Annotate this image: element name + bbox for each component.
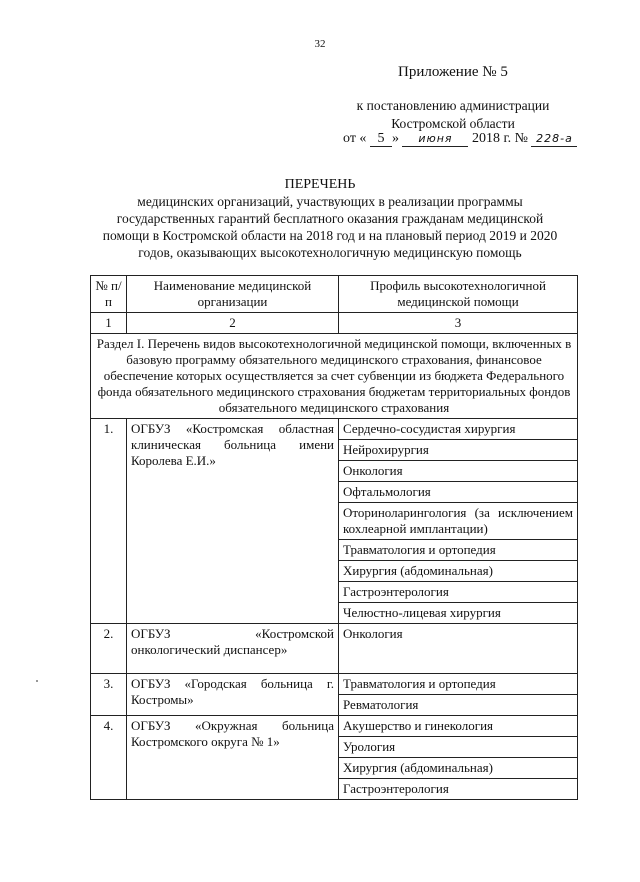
profile-cell: Оториноларингология (за исключением кохлеарной имплантации) <box>339 503 578 540</box>
profile-cell: Гастроэнтерология <box>339 582 578 603</box>
profile-cell: Хирургия (абдоминальная) <box>339 758 578 779</box>
header-org: Наименование медицинской организации <box>127 276 339 313</box>
header-num: № п/п <box>91 276 127 313</box>
col-number-2: 2 <box>127 313 339 334</box>
profile-cell: Ревматология <box>339 695 578 716</box>
col-number-3: 3 <box>339 313 578 334</box>
organization-name: ОГБУЗ «Окружная больница Костромского округа № 1» <box>127 716 339 800</box>
organization-name: ОГБУЗ «Костромской онкологический диспансер» <box>127 624 339 674</box>
profile-cell: Нейрохирургия <box>339 440 578 461</box>
page-number: 32 <box>314 38 326 50</box>
table-row <box>91 419 578 440</box>
organizations-table <box>90 275 578 800</box>
document-subtitle: медицинских организаций, участвующих в реализации программы государственных гарантий бесплатного оказания гражданам медицинской помощи в Костромской области на 2018 год и на плановый период 2019 и 2020 годов, оказывающих высокотехнологичную медицинскую помощь <box>102 194 558 260</box>
decree-line-2: Костромской области <box>391 116 515 131</box>
decree-line-1: к постановлению администрации <box>356 98 550 113</box>
row-number: 2. <box>91 624 127 674</box>
profile-cell: Сердечно-сосудистая хирургия <box>339 419 578 440</box>
appendix-label: Приложение № 5 <box>398 64 508 80</box>
profile-cell: Гастроэнтерология <box>339 779 578 800</box>
table-row <box>91 624 578 674</box>
profile-cell: Акушерство и гинекология <box>339 716 578 737</box>
column-numbers-row <box>91 313 578 334</box>
row-number: 3. <box>91 674 127 716</box>
profile-cell: Онкология <box>339 624 578 674</box>
profile-cell: Онкология <box>339 461 578 482</box>
profile-cell: Хирургия (абдоминальная) <box>339 561 578 582</box>
date-month: июня <box>402 132 468 147</box>
decree-reference <box>348 97 558 133</box>
decree-number: 228-а <box>531 132 577 147</box>
profile-cell: Урология <box>339 737 578 758</box>
profile-cell: Травматология и ортопедия <box>339 540 578 561</box>
table-header-row <box>91 276 578 313</box>
header-profile: Профиль высокотехнологичной медицинской помощи <box>339 276 578 313</box>
date-year: 2018 г. № <box>471 131 528 146</box>
row-number: 4. <box>91 716 127 800</box>
document-title: ПЕРЕЧЕНЬ <box>284 177 356 192</box>
date-day: 5 <box>370 132 392 147</box>
section-title: Раздел I. Перечень видов высокотехнологичной медицинской помощи, включенных в базовую программу обязательного медицинского страхования, финансовое обеспечение которых осуществляется за счет субвенции из бюджета Федерального фонда обязательного медицинского страхования бюджетам территориальных фондов обязательного медицинского страхования <box>91 334 578 419</box>
organization-name: ОГБУЗ «Городская больница г. Костромы» <box>127 674 339 716</box>
profile-cell: Травматология и ортопедия <box>339 674 578 695</box>
table-row <box>91 674 578 695</box>
date-mid: » <box>391 131 399 146</box>
date-prefix: от « <box>343 131 367 146</box>
col-number-1: 1 <box>91 313 127 334</box>
profile-cell: Челюстно-лицевая хирургия <box>339 603 578 624</box>
profile-cell: Офтальмология <box>339 482 578 503</box>
scan-speck <box>36 680 38 682</box>
table-row <box>91 716 578 737</box>
row-number: 1. <box>91 419 127 624</box>
section-row <box>91 334 578 419</box>
organization-name: ОГБУЗ «Костромская областная клиническая больница имени Королева Е.И.» <box>127 419 339 624</box>
decree-date-line <box>343 131 577 147</box>
